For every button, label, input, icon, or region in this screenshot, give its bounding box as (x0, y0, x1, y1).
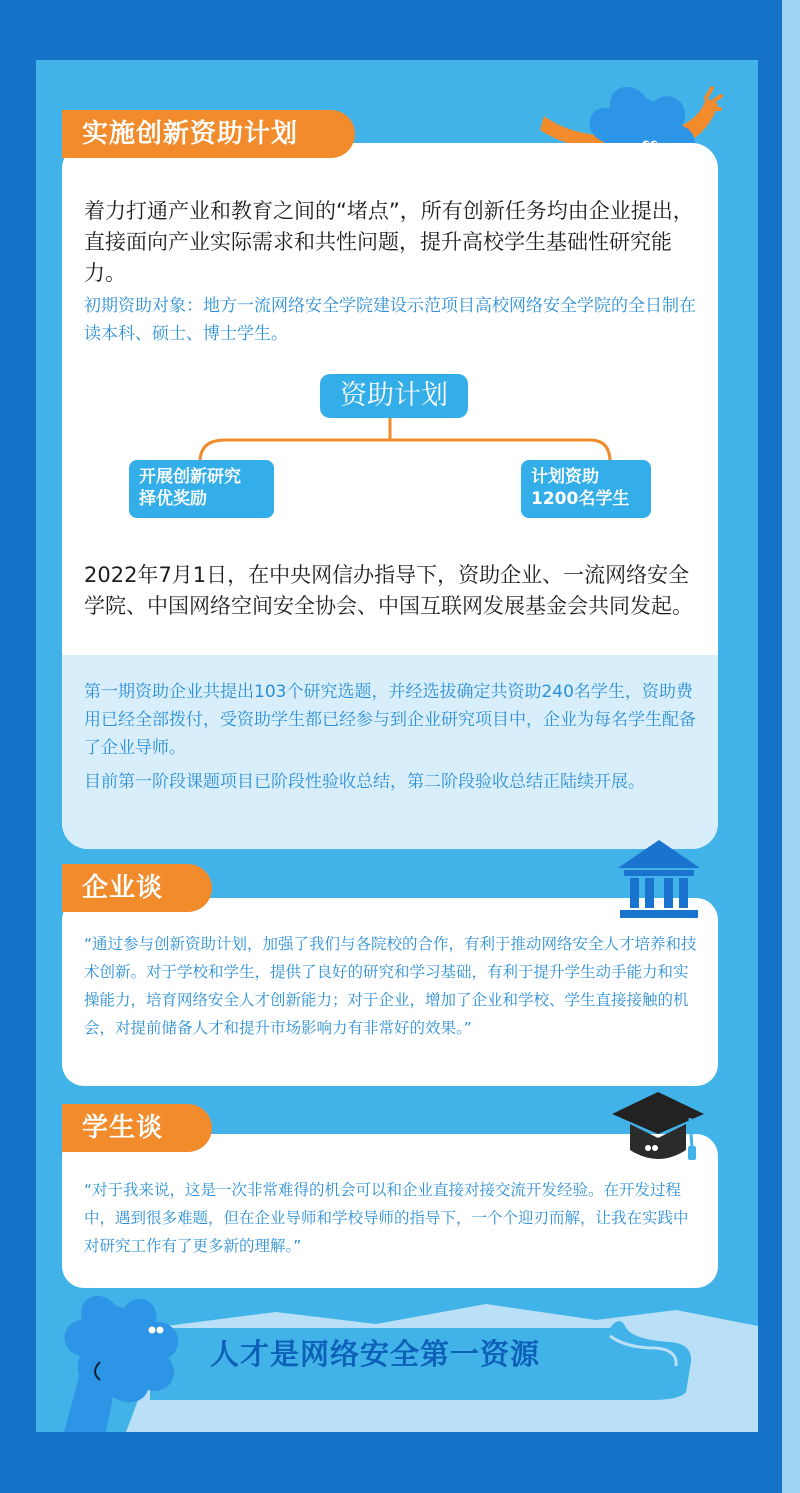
flow-box-research (129, 460, 274, 518)
mascot-thumbs-up-icon (56, 1286, 206, 1432)
flow-box-research-line1: 开展创新研究 (139, 467, 241, 487)
flow-box-students-line2: 1200名学生 (531, 489, 630, 509)
plan-launch-text: 2022年7月1日，在中央网信办指导下，资助企业、一流网络安全学院、中国网络空间安全协会、中国互联网发展基金会共同发起。 (84, 563, 693, 618)
student-section-tag: 学生谈 (62, 1104, 212, 1152)
enterprise-quote: “通过参与创新资助计划，加强了我们与各院校的合作，有利于推动网络安全人才培养和技术创新。对于学校和学生，提供了良好的研究和学习基础，有利于提升学生动手能力和实操能力，培育网络安全人才创新能力；对于企业，增加了企业和学校、学生直接接触的机会，对提前储备人才和提升市场影响力有非常好的效果。” (84, 935, 697, 1037)
flow-box-research-line2: 择优奖励 (139, 489, 207, 509)
government-building-icon (614, 836, 704, 922)
flow-connector-lines (170, 418, 620, 462)
plan-progress-text-2: 目前第一阶段课题项目已阶段性验收总结，第二阶段验收总结正陆续开展。 (84, 772, 645, 792)
plan-section-tag: 实施创新资助计划 (62, 110, 355, 158)
plan-intro-text: 着力打通产业和教育之间的“堵点”，所有创新任务均由企业提出，直接面向产业实际需求和共性问题，提升高校学生基础性研究能力。 (84, 199, 694, 285)
banner-slogan: 人才是网络安全第一资源 (210, 1337, 541, 1371)
student-quote: “对于我来说，这是一次非常难得的机会可以和企业直接对接交流开发经验。在开发过程中，遇到很多难题，但在企业导师和学校导师的指导下，一个个迎刃而解，让我在实践中对研究工作有了更多新的理解。” (84, 1181, 689, 1255)
flow-box-students-line1: 计划资助 (531, 467, 599, 487)
plan-progress-text-1: 第一期资助企业共提出103个研究选题，并经选拔确定共资助240名学生，资助费用已经全部拨付，受资助学生都已经参与到企业研究项目中，企业为每名学生配备了企业导师。 (84, 682, 696, 758)
graduation-cap-icon (608, 1088, 708, 1172)
plan-target-text: 初期资助对象：地方一流网络安全学院建设示范项目高校网络安全学院的全日制在读本科、硕士、博士学生。 (84, 296, 696, 344)
flow-title-box: 资助计划 (320, 374, 468, 418)
flow-box-students (521, 460, 651, 518)
enterprise-section-tag: 企业谈 (62, 864, 212, 912)
right-frame-strip (782, 0, 800, 1493)
